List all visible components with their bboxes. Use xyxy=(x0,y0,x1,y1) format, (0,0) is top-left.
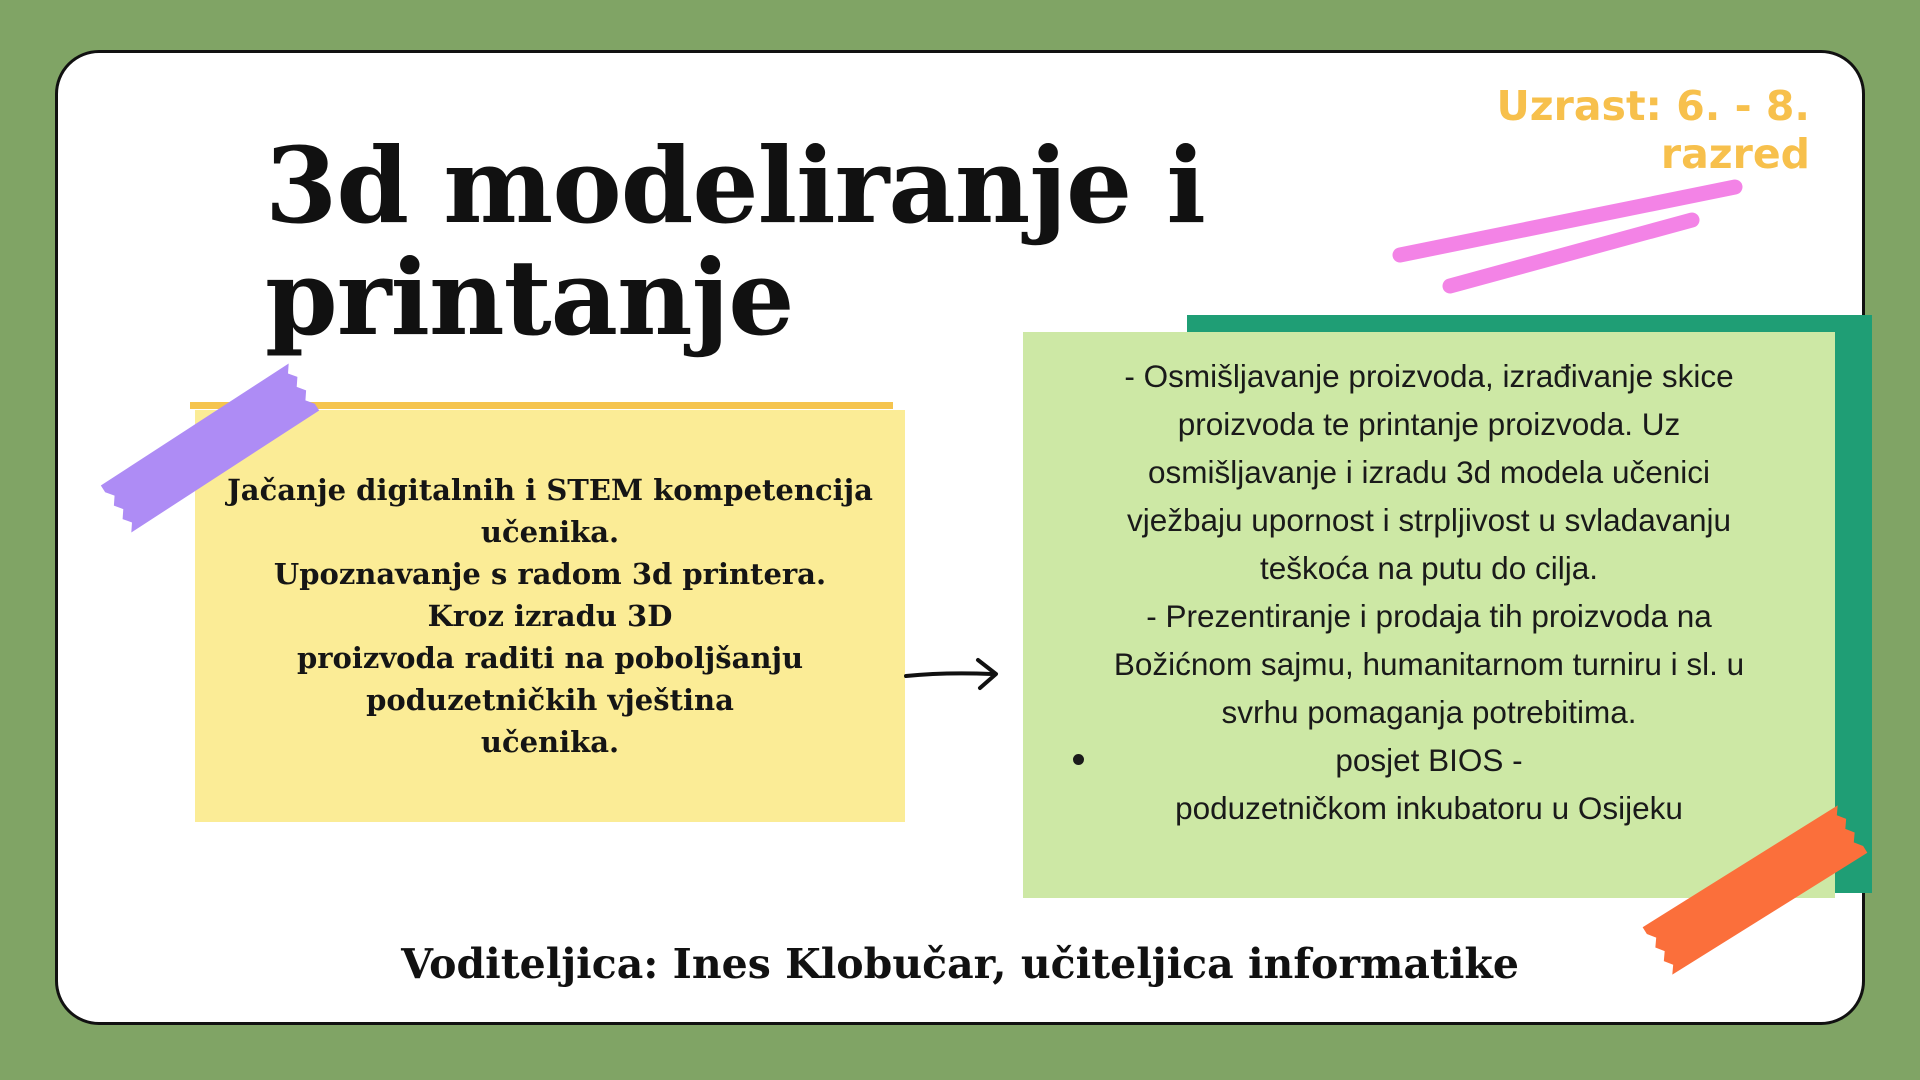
purple-tape-decoration xyxy=(90,348,330,548)
bullet-line-1: posjet BIOS - xyxy=(1335,742,1523,778)
pink-lines-decoration xyxy=(1390,170,1750,300)
footer-leader: Voditeljica: Ines Klobučar, učiteljica informatike xyxy=(401,940,1519,988)
green-note-paragraph-2: - Prezentiranje i prodaja tih proizvoda na Božićnom sajmu, humanitarnom turniru i sl. u svrhu pomaganja potrebitima. xyxy=(1113,598,1745,730)
arrow-icon xyxy=(900,650,1010,700)
bullet-line-2: poduzetničkom inkubatoru u Osijeku xyxy=(1175,790,1683,826)
title-line-2: printanje xyxy=(265,236,794,359)
green-note-paragraph-1: - Osmišljavanje proizvoda, izrađivanje skice proizvoda te printanje proizvoda. Uz osmišljavanje i izradu 3d modela učenici vježbaju upornost i strpljivost u svladavanju teškoća na putu do cilja. xyxy=(1124,358,1734,586)
bullet-dot-icon xyxy=(1073,754,1084,765)
title-line-1: 3d modeliranje i xyxy=(265,124,1205,247)
yellow-note-text: Jačanje digitalnih i STEM kompetencija učenika. Upoznavanje s radom 3d printera. Kroz izradu 3D proizvoda raditi na poboljšanju poduzetničkih vještina učenika. xyxy=(227,473,873,759)
age-label: Uzrast: 6. - 8. razred xyxy=(1496,82,1810,178)
